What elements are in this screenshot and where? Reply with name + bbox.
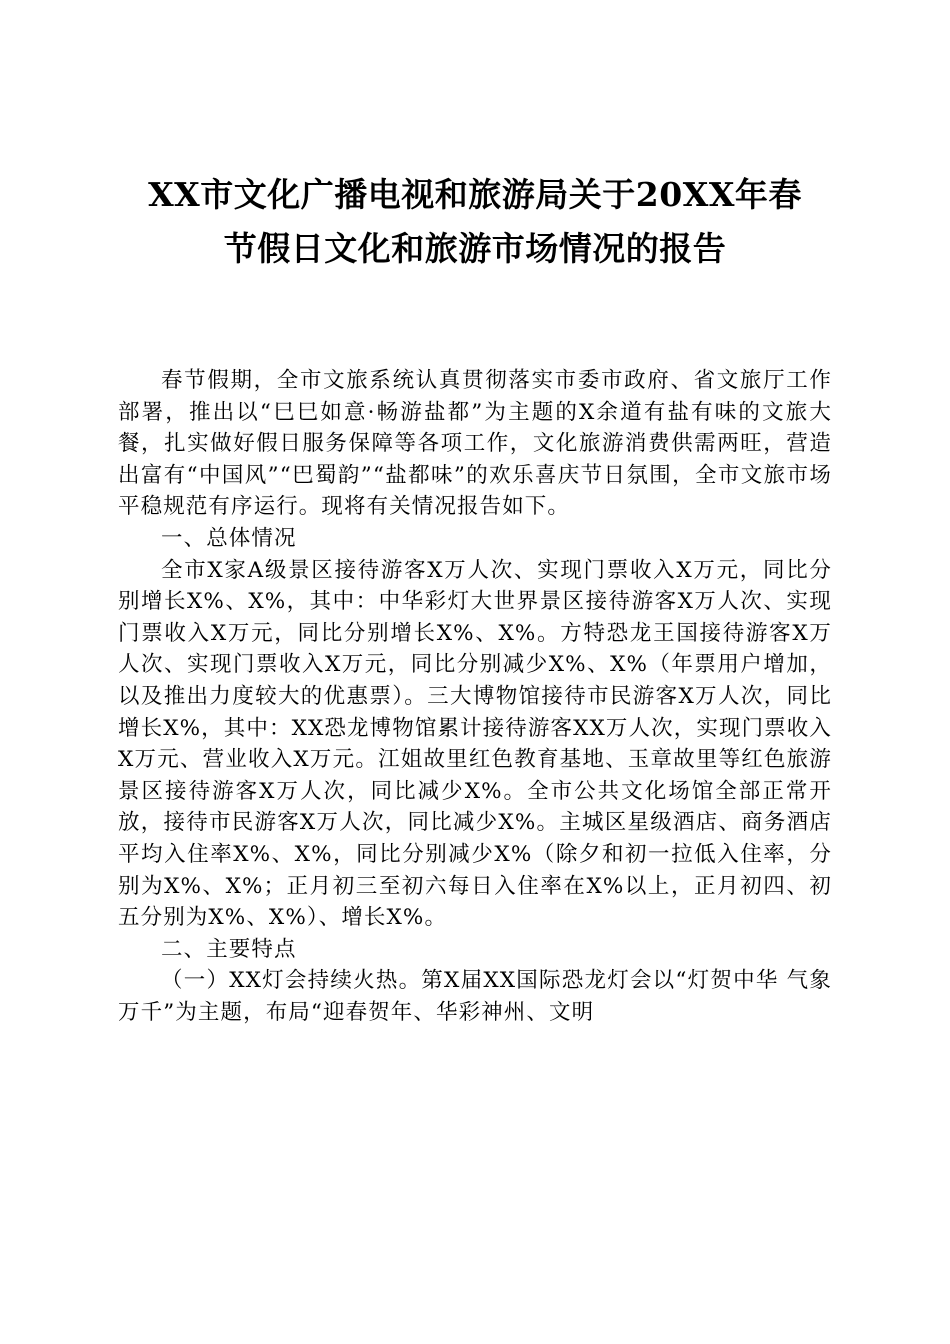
document-title bbox=[118, 168, 832, 276]
intro-paragraph: 春节假期，全市文旅系统认真贯彻落实市委市政府、省文旅厅工作部署，推出以“巳巳如意·畅游盐都”为主题的X余道有盐有味的文旅大餐，扎实做好假日服务保障等各项工作，文化旅游消费供需两旺，营造出富有“中国风”“巴蜀韵”“盐都味”的欢乐喜庆节日氛围，全市文旅市场平稳规范有序运行。现将有关情况报告如下。 bbox=[118, 368, 832, 520]
title-line-1: XX市文化广播电视和旅游局关于20XX年春 bbox=[148, 175, 802, 214]
section-heading-overall: 一、总体情况 bbox=[161, 525, 297, 551]
section-heading-features: 二、主要特点 bbox=[161, 936, 297, 962]
title-line-2: 节假日文化和旅游市场情况的报告 bbox=[223, 229, 727, 268]
features-paragraph: （一）XX灯会持续火热。第X届XX国际恐龙灯会以“灯贺中华 气象万千”为主题，布局“迎春贺年、华彩神州、文明 bbox=[118, 968, 832, 1025]
document-body bbox=[118, 365, 832, 1028]
overall-paragraph: 全市X家A级景区接待游客X万人次、实现门票收入X万元，同比分别增长X%、X%，其中：中华彩灯大世界景区接待游客X万人次、实现门票收入X万元，同比分别增长X%、X%。方特恐龙王国接待游客X万人次、实现门票收入X万元，同比分别减少X%、X%（年票用户增加，以及推出力度较大的优惠票）。三大博物馆接待市民游客X万人次，同比增长X%，其中：XX恐龙博物馆累计接待游客XX万人次，实现门票收入X万元、营业收入X万元。江姐故里红色教育基地、玉章故里等红色旅游景区接待游客X万人次，同比减少X%。全市公共文化场馆全部正常开放，接待市民游客X万人次，同比减少X%。主城区星级酒店、商务酒店平均入住率X%、X%，同比分别减少X%（除夕和初一拉低入住率，分别为X%、X%；正月初三至初六每日入住率在X%以上，正月初四、初五分别为X%、X%）、增长X%。 bbox=[118, 557, 832, 931]
